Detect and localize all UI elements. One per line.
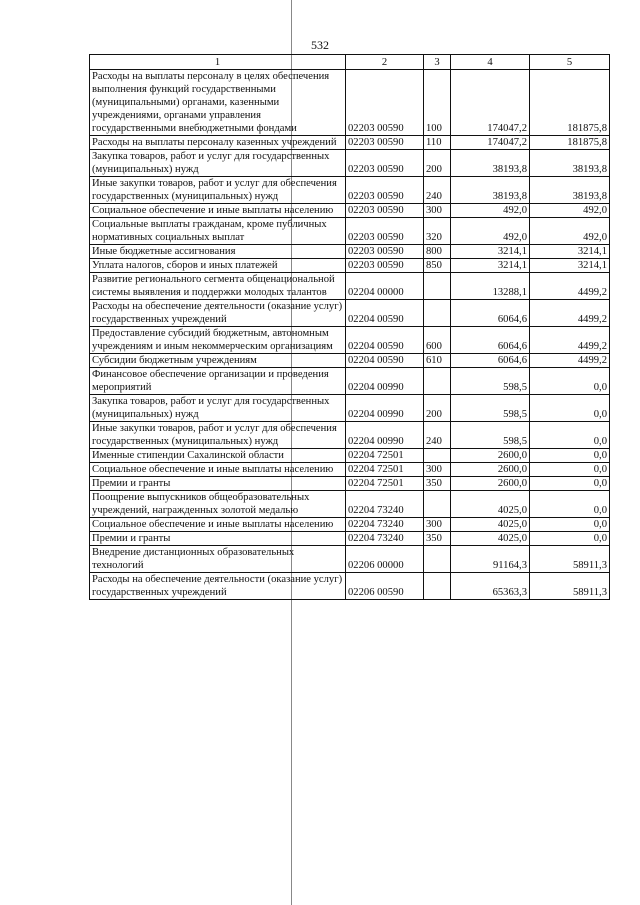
table-row: [90, 546, 610, 573]
amount-year-1-cell: 174047,2: [451, 70, 530, 136]
table-row: [90, 218, 610, 245]
amount-year-1-cell: 6064,6: [451, 300, 530, 327]
amount-year-1-cell: 2600,0: [451, 463, 530, 477]
expense-type-code-cell: 350: [424, 477, 451, 491]
amount-year-1-cell: 598,5: [451, 368, 530, 395]
target-article-code-cell: 02204 00590: [346, 354, 424, 368]
amount-year-1-cell: 492,0: [451, 204, 530, 218]
table-row: [90, 136, 610, 150]
amount-year-2-cell: 181875,8: [530, 70, 610, 136]
target-article-code-cell: 02203 00590: [346, 150, 424, 177]
expense-name-cell: Уплата налогов, сборов и иных платежей: [90, 259, 346, 273]
target-article-code-cell: 02203 00590: [346, 177, 424, 204]
amount-year-2-cell: 4499,2: [530, 300, 610, 327]
header-col-2: 2: [346, 55, 424, 70]
amount-year-2-cell: 3214,1: [530, 259, 610, 273]
expense-name-cell: Расходы на обеспечение деятельности (оказание услуг) государственных учреждений: [90, 300, 346, 327]
amount-year-2-cell: 0,0: [530, 518, 610, 532]
amount-year-1-cell: 6064,6: [451, 327, 530, 354]
target-article-code-cell: 02204 73240: [346, 518, 424, 532]
expense-name-cell: Расходы на выплаты персоналу казенных учреждений: [90, 136, 346, 150]
target-article-code-cell: 02204 72501: [346, 477, 424, 491]
amount-year-1-cell: 2600,0: [451, 449, 530, 463]
expense-name-cell: Закупка товаров, работ и услуг для государственных (муниципальных) нужд: [90, 395, 346, 422]
expense-name-cell: Социальное обеспечение и иные выплаты населению: [90, 204, 346, 218]
expense-type-code-cell: 850: [424, 259, 451, 273]
amount-year-2-cell: 0,0: [530, 395, 610, 422]
amount-year-2-cell: 3214,1: [530, 245, 610, 259]
expense-type-code-cell: 300: [424, 204, 451, 218]
table-row: [90, 150, 610, 177]
table-row: [90, 177, 610, 204]
expense-name-cell: Социальные выплаты гражданам, кроме публичных нормативных социальных выплат: [90, 218, 346, 245]
table-row: [90, 518, 610, 532]
expense-type-code-cell: 320: [424, 218, 451, 245]
amount-year-1-cell: 4025,0: [451, 491, 530, 518]
header-row: [90, 55, 610, 70]
table-row: [90, 532, 610, 546]
expense-type-code-cell: 600: [424, 327, 451, 354]
expense-type-code-cell: 100: [424, 70, 451, 136]
expense-name-cell: Социальное обеспечение и иные выплаты населению: [90, 463, 346, 477]
target-article-code-cell: 02204 00000: [346, 273, 424, 300]
expense-type-code-cell: [424, 449, 451, 463]
amount-year-1-cell: 13288,1: [451, 273, 530, 300]
target-article-code-cell: 02204 00590: [346, 300, 424, 327]
expense-type-code-cell: [424, 491, 451, 518]
expense-name-cell: Иные закупки товаров, работ и услуг для обеспечения государственных (муниципальных) нужд: [90, 422, 346, 449]
table-row: [90, 368, 610, 395]
target-article-code-cell: 02204 72501: [346, 463, 424, 477]
amount-year-1-cell: 174047,2: [451, 136, 530, 150]
amount-year-2-cell: 0,0: [530, 463, 610, 477]
amount-year-1-cell: 598,5: [451, 422, 530, 449]
expense-type-code-cell: [424, 546, 451, 573]
expense-name-cell: Развитие регионального сегмента общенациональной системы выявления и поддержки молодых талантов: [90, 273, 346, 300]
target-article-code-cell: 02206 00000: [346, 546, 424, 573]
expense-type-code-cell: 300: [424, 463, 451, 477]
amount-year-2-cell: 181875,8: [530, 136, 610, 150]
table-row: [90, 273, 610, 300]
target-article-code-cell: 02204 00990: [346, 395, 424, 422]
expense-type-code-cell: 610: [424, 354, 451, 368]
amount-year-2-cell: 38193,8: [530, 177, 610, 204]
amount-year-1-cell: 91164,3: [451, 546, 530, 573]
expense-type-code-cell: 800: [424, 245, 451, 259]
expense-type-code-cell: [424, 368, 451, 395]
amount-year-2-cell: 58911,3: [530, 573, 610, 600]
table-row: [90, 491, 610, 518]
target-article-code-cell: 02204 73240: [346, 491, 424, 518]
expense-type-code-cell: [424, 300, 451, 327]
table-row: [90, 354, 610, 368]
amount-year-2-cell: 4499,2: [530, 354, 610, 368]
amount-year-2-cell: 4499,2: [530, 327, 610, 354]
expense-name-cell: Премии и гранты: [90, 477, 346, 491]
amount-year-1-cell: 6064,6: [451, 354, 530, 368]
target-article-code-cell: 02203 00590: [346, 259, 424, 273]
expense-name-cell: Субсидии бюджетным учреждениям: [90, 354, 346, 368]
expense-name-cell: Премии и гранты: [90, 532, 346, 546]
target-article-code-cell: 02206 00590: [346, 573, 424, 600]
expense-name-cell: Поощрение выпускников общеобразовательных учреждений, награжденных золотой медалью: [90, 491, 346, 518]
header-col-5: 5: [530, 55, 610, 70]
target-article-code-cell: 02204 73240: [346, 532, 424, 546]
target-article-code-cell: 02204 00590: [346, 327, 424, 354]
table-row: [90, 300, 610, 327]
table-row: [90, 204, 610, 218]
expense-name-cell: Предоставление субсидий бюджетным, автономным учреждениям и иным некоммерческим организациям: [90, 327, 346, 354]
amount-year-2-cell: 0,0: [530, 449, 610, 463]
target-article-code-cell: 02203 00590: [346, 218, 424, 245]
amount-year-1-cell: 3214,1: [451, 245, 530, 259]
budget-table: [89, 54, 610, 600]
table-row: [90, 573, 610, 600]
target-article-code-cell: 02203 00590: [346, 70, 424, 136]
amount-year-1-cell: 3214,1: [451, 259, 530, 273]
expense-name-cell: Расходы на обеспечение деятельности (оказание услуг) государственных учреждений: [90, 573, 346, 600]
table-row: [90, 395, 610, 422]
amount-year-2-cell: 38193,8: [530, 150, 610, 177]
table-row: [90, 463, 610, 477]
amount-year-2-cell: 0,0: [530, 532, 610, 546]
amount-year-2-cell: 492,0: [530, 218, 610, 245]
expense-type-code-cell: 350: [424, 532, 451, 546]
expense-type-code-cell: 240: [424, 422, 451, 449]
amount-year-1-cell: 4025,0: [451, 518, 530, 532]
target-article-code-cell: 02203 00590: [346, 204, 424, 218]
expense-name-cell: Социальное обеспечение и иные выплаты населению: [90, 518, 346, 532]
table-row: [90, 245, 610, 259]
target-article-code-cell: 02203 00590: [346, 245, 424, 259]
target-article-code-cell: 02204 00990: [346, 422, 424, 449]
header-col-4: 4: [451, 55, 530, 70]
expense-name-cell: Именные стипендии Сахалинской области: [90, 449, 346, 463]
expense-name-cell: Закупка товаров, работ и услуг для государственных (муниципальных) нужд: [90, 150, 346, 177]
amount-year-1-cell: 65363,3: [451, 573, 530, 600]
amount-year-2-cell: 0,0: [530, 477, 610, 491]
expense-name-cell: Иные закупки товаров, работ и услуг для обеспечения государственных (муниципальных) нужд: [90, 177, 346, 204]
target-article-code-cell: 02204 72501: [346, 449, 424, 463]
amount-year-2-cell: 0,0: [530, 491, 610, 518]
amount-year-1-cell: 38193,8: [451, 150, 530, 177]
expense-type-code-cell: [424, 573, 451, 600]
amount-year-2-cell: 0,0: [530, 368, 610, 395]
page-number: 532: [311, 38, 329, 52]
expense-type-code-cell: 200: [424, 395, 451, 422]
expense-type-code-cell: 110: [424, 136, 451, 150]
amount-year-1-cell: 2600,0: [451, 477, 530, 491]
amount-year-1-cell: 598,5: [451, 395, 530, 422]
amount-year-2-cell: 0,0: [530, 422, 610, 449]
target-article-code-cell: 02203 00590: [346, 136, 424, 150]
amount-year-1-cell: 4025,0: [451, 532, 530, 546]
amount-year-2-cell: 58911,3: [530, 546, 610, 573]
expense-name-cell: Внедрение дистанционных образовательных технологий: [90, 546, 346, 573]
table-row: [90, 422, 610, 449]
table-row: [90, 327, 610, 354]
amount-year-2-cell: 492,0: [530, 204, 610, 218]
table-row: [90, 259, 610, 273]
header-col-1: 1: [90, 55, 346, 70]
expense-name-cell: Финансовое обеспечение организации и проведения мероприятий: [90, 368, 346, 395]
table-row: [90, 449, 610, 463]
amount-year-1-cell: 492,0: [451, 218, 530, 245]
table-row: [90, 477, 610, 491]
expense-type-code-cell: 240: [424, 177, 451, 204]
expense-type-code-cell: 200: [424, 150, 451, 177]
expense-name-cell: Иные бюджетные ассигнования: [90, 245, 346, 259]
amount-year-2-cell: 4499,2: [530, 273, 610, 300]
header-col-3: 3: [424, 55, 451, 70]
expense-type-code-cell: 300: [424, 518, 451, 532]
table-row: [90, 70, 610, 136]
amount-year-1-cell: 38193,8: [451, 177, 530, 204]
target-article-code-cell: 02204 00990: [346, 368, 424, 395]
expense-name-cell: Расходы на выплаты персоналу в целях обеспечения выполнения функций государственными (муниципальными) органами, казенными учреждениями, органами управления государственными внебюджетными фондами: [90, 70, 346, 136]
expense-type-code-cell: [424, 273, 451, 300]
